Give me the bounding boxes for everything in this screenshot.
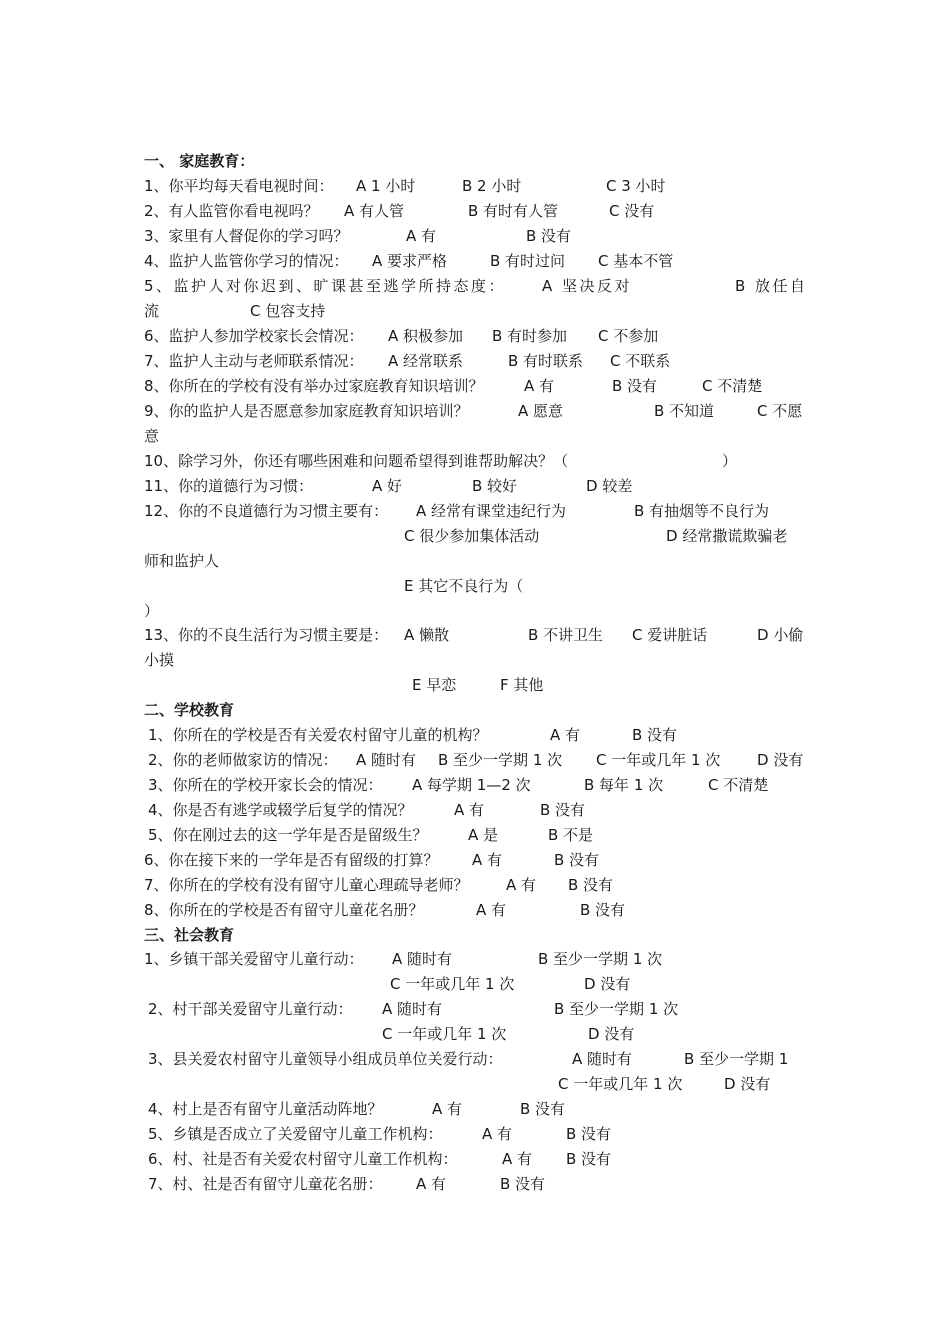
option-b: B 没有 (540, 801, 586, 819)
option-b: B 至少一学期 1 次 (438, 751, 563, 769)
question-society-3: 3、县关爱农村留守儿童领导小组成员单位关爱行动： (148, 1050, 503, 1068)
option-b: B 有时联系 (508, 352, 584, 370)
option-b: B 没有 (500, 1175, 546, 1193)
answer-bracket-close: ） (722, 452, 738, 470)
option-c: C 基本不管 (598, 252, 674, 270)
question-school-4: 4、你是否有逃学或辍学后复学的情况？ (148, 801, 413, 819)
option-c: C 3 小时 (606, 177, 666, 195)
option-a: A 积极参加 (388, 327, 464, 345)
option-a: A 有 (550, 726, 581, 744)
option-b: B 每年 1 次 (584, 776, 664, 794)
question-family-2: 2、有人监管你看电视吗？ (144, 202, 319, 220)
option-b: B 不是 (548, 826, 594, 844)
option-a: A 有 (502, 1150, 533, 1168)
option-b: B 至少一学期 1 次 (554, 1000, 679, 1018)
option-a: A 随时有 (356, 751, 417, 769)
option-a: A 要求严格 (372, 252, 448, 270)
question-family-12: 12、你的不良道德行为习惯主要有： (144, 502, 389, 520)
option-a: A 每学期 1—2 次 (412, 776, 531, 794)
option-b: B 有抽烟等不良行为 (634, 502, 770, 520)
option-c: C 很少参加集体活动 (404, 527, 540, 545)
option-b: B 没有 (520, 1100, 566, 1118)
option-a: A 有 (472, 851, 503, 869)
option-f: F 其他 (500, 676, 544, 694)
option-c: C 不参加 (598, 327, 659, 345)
option-a: A 有 (506, 876, 537, 894)
option-b: B 至少一学期 1 次 (538, 950, 663, 968)
question-society-6: 6、村、社是否有关爱农村留守儿童工作机构： (148, 1150, 458, 1168)
question-school-1: 1、你所在的学校是否有关爱农村留守儿童的机构？ (148, 726, 488, 744)
question-family-3: 3、家里有人督促你的学习吗？ (144, 227, 349, 245)
option-b: B 没有 (580, 901, 626, 919)
question-family-9: 9、你的监护人是否愿意参加家庭教育知识培训？ (144, 402, 469, 420)
question-society-2: 2、村干部关爱留守儿童行动： (148, 1000, 353, 1018)
option-a: A 随时有 (382, 1000, 443, 1018)
question-school-6: 6、你在接下来的一学年是否有留级的打算？ (144, 851, 439, 869)
text-continuation: 流 (144, 302, 160, 320)
question-school-7: 7、你所在的学校有没有留守儿童心理疏导老师？ (144, 876, 469, 894)
text-continuation: 小摸 (144, 651, 175, 669)
question-school-2: 2、你的老师做家访的情况： (148, 751, 338, 769)
question-society-4: 4、村上是否有留守儿童活动阵地？ (148, 1100, 383, 1118)
option-a: A 经常有课堂违纪行为 (416, 502, 567, 520)
question-family-6: 6、监护人参加学校家长会情况： (144, 327, 364, 345)
option-c: C 一年或几年 1 次 (382, 1025, 507, 1043)
question-family-11: 11、你的道德行为习惯： (144, 477, 314, 495)
option-a: A 有 (432, 1100, 463, 1118)
question-school-5: 5、你在刚过去的这一学年是否是留级生？ (148, 826, 428, 844)
question-school-3: 3、你所在的学校开家长会的情况： (148, 776, 383, 794)
option-b: B 没有 (554, 851, 600, 869)
question-family-13: 13、你的不良生活行为习惯主要是： (144, 626, 389, 644)
option-a: A 坚决反对 (542, 277, 633, 295)
text-continuation: 意 (144, 427, 160, 445)
option-a: A 是 (468, 826, 499, 844)
option-c: C 不联系 (610, 352, 671, 370)
option-c: C 爱讲脏话 (632, 626, 708, 644)
question-family-7: 7、监护人主动与老师联系情况： (144, 352, 364, 370)
section-title-school: 二、学校教育 (144, 701, 235, 719)
option-b: B 没有 (526, 227, 572, 245)
option-c: C 包容支持 (250, 302, 326, 320)
text-continuation: 师和监护人 (144, 552, 220, 570)
option-d: D 没有 (724, 1075, 771, 1093)
option-a: A 好 (372, 477, 403, 495)
option-b: B 有时过问 (490, 252, 566, 270)
option-b: B 不知道 (654, 402, 715, 420)
option-d: D 没有 (584, 975, 631, 993)
option-c: C 不清楚 (708, 776, 769, 794)
option-e: E 其它不良行为（ (404, 577, 524, 595)
question-society-7: 7、村、社是否有留守儿童花名册： (148, 1175, 383, 1193)
option-a: A 随时有 (572, 1050, 633, 1068)
question-family-10: 10、除学习外，你还有哪些困难和问题希望得到谁帮助解决？（ (144, 452, 569, 470)
answer-bracket-close: ） (144, 602, 160, 620)
option-c: C 不愿 (757, 402, 803, 420)
question-society-5: 5、乡镇是否成立了关爱留守儿童工作机构： (148, 1125, 443, 1143)
option-d: D 小偷 (757, 626, 804, 644)
question-society-1: 1、乡镇干部关爱留守儿童行动： (144, 950, 364, 968)
option-a: A 愿意 (518, 402, 564, 420)
option-b: B 没有 (568, 876, 614, 894)
question-family-5: 5、监护人对你迟到、旷课甚至逃学所持态度： (144, 277, 507, 295)
option-b: B 没有 (566, 1150, 612, 1168)
option-a: A 有 (482, 1125, 513, 1143)
option-d: D 没有 (588, 1025, 635, 1043)
option-a: A 有 (416, 1175, 447, 1193)
option-c: C 不清楚 (702, 377, 763, 395)
option-b: B 至少一学期 1 (684, 1050, 789, 1068)
option-a: A 有 (406, 227, 437, 245)
option-b: B 没有 (566, 1125, 612, 1143)
option-c: C 一年或几年 1 次 (558, 1075, 683, 1093)
option-c: C 一年或几年 1 次 (596, 751, 721, 769)
option-d: D 没有 (757, 751, 804, 769)
option-a: A 经常联系 (388, 352, 464, 370)
option-a: A 有 (454, 801, 485, 819)
option-d: D 经常撒谎欺骗老 (666, 527, 788, 545)
option-b: B 没有 (612, 377, 658, 395)
option-d: D 较差 (586, 477, 633, 495)
option-b: B 较好 (472, 477, 518, 495)
option-b: B 放任自 (735, 277, 808, 295)
option-a: A 懒散 (404, 626, 450, 644)
section-title-family: 一、 家庭教育： (144, 152, 255, 170)
question-family-8: 8、你所在的学校有没有举办过家庭教育知识培训？ (144, 377, 484, 395)
option-a: A 有 (524, 377, 555, 395)
option-e: E 早恋 (412, 676, 457, 694)
question-family-1: 1、你平均每天看电视时间： (144, 177, 334, 195)
option-a: A 1 小时 (356, 177, 416, 195)
option-a: A 有 (476, 901, 507, 919)
option-c: C 没有 (609, 202, 655, 220)
section-title-society: 三、社会教育 (144, 926, 235, 944)
option-a: A 有人管 (344, 202, 405, 220)
option-b: B 不讲卫生 (528, 626, 604, 644)
option-b: B 2 小时 (462, 177, 522, 195)
option-b: B 有时参加 (492, 327, 568, 345)
option-b: B 没有 (632, 726, 678, 744)
option-c: C 一年或几年 1 次 (390, 975, 515, 993)
question-school-8: 8、你所在的学校是否有留守儿童花名册？ (144, 901, 424, 919)
option-b: B 有时有人管 (468, 202, 559, 220)
option-a: A 随时有 (392, 950, 453, 968)
question-family-4: 4、监护人监管你学习的情况： (144, 252, 349, 270)
